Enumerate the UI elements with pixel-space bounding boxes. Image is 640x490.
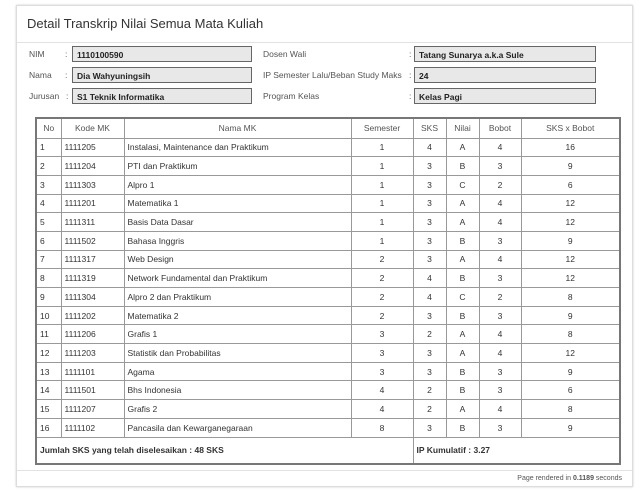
- table-row: [36, 231, 620, 250]
- table-cell: A: [446, 325, 479, 344]
- column-header: SKS: [413, 118, 446, 138]
- table-cell: B: [446, 269, 479, 288]
- table-row: [36, 288, 620, 307]
- separator: :: [409, 70, 412, 80]
- table-cell: 3: [413, 418, 446, 437]
- jurusan-label: Jurusan: [29, 91, 60, 101]
- separator: :: [409, 91, 412, 101]
- table-cell: 12: [36, 344, 61, 363]
- table-cell: 3: [413, 306, 446, 325]
- table-row: [36, 175, 620, 194]
- table-cell: 1111319: [61, 269, 124, 288]
- table-cell: 7: [36, 250, 61, 269]
- table-cell: 6: [521, 175, 620, 194]
- footer-text: seconds: [593, 475, 622, 482]
- table-cell: 1111317: [61, 250, 124, 269]
- table-cell: B: [446, 231, 479, 250]
- table-cell: 3: [351, 325, 413, 344]
- table-cell: Grafis 2: [124, 400, 351, 419]
- table-cell: 4: [413, 269, 446, 288]
- summary-row: [36, 437, 620, 464]
- transcript-panel: [16, 5, 633, 487]
- table-cell: 1111501: [61, 381, 124, 400]
- table-cell: 3: [479, 157, 521, 176]
- table-row: [36, 344, 620, 363]
- table-row: [36, 194, 620, 213]
- table-cell: 6: [521, 381, 620, 400]
- separator: :: [65, 49, 68, 59]
- table-cell: 9: [521, 157, 620, 176]
- table-cell: 2: [36, 157, 61, 176]
- table-cell: 1111205: [61, 138, 124, 157]
- table-row: [36, 381, 620, 400]
- table-cell: 8: [36, 269, 61, 288]
- table-cell: 1111311: [61, 213, 124, 232]
- table-cell: 1111303: [61, 175, 124, 194]
- table-cell: 1: [351, 175, 413, 194]
- table-cell: 2: [351, 250, 413, 269]
- table-cell: 12: [521, 344, 620, 363]
- table-cell: Matematika 2: [124, 306, 351, 325]
- table-cell: 12: [521, 269, 620, 288]
- table-cell: Network Fundamental dan Praktikum: [124, 269, 351, 288]
- table-cell: 2: [351, 306, 413, 325]
- table-cell: 3: [413, 344, 446, 363]
- table-cell: 11: [36, 325, 61, 344]
- table-cell: 2: [351, 269, 413, 288]
- table-cell: PTI dan Praktikum: [124, 157, 351, 176]
- table-cell: 9: [521, 362, 620, 381]
- column-header: Nilai: [446, 118, 479, 138]
- table-cell: 4: [479, 344, 521, 363]
- table-cell: A: [446, 250, 479, 269]
- table-cell: B: [446, 157, 479, 176]
- ip-kumulatif: IP Kumulatif : 3.27: [413, 437, 620, 464]
- table-cell: 3: [479, 231, 521, 250]
- table-cell: 1111207: [61, 400, 124, 419]
- program-field: Kelas Pagi: [414, 88, 596, 104]
- table-cell: 1: [351, 213, 413, 232]
- table-cell: B: [446, 306, 479, 325]
- table-cell: 2: [351, 288, 413, 307]
- table-cell: 1: [351, 157, 413, 176]
- table-cell: 1111204: [61, 157, 124, 176]
- table-cell: 12: [521, 213, 620, 232]
- table-row: [36, 400, 620, 419]
- nama-label: Nama: [29, 70, 52, 80]
- transcript-table: [35, 117, 621, 465]
- table-cell: 4: [479, 400, 521, 419]
- table-row: [36, 306, 620, 325]
- table-cell: 3: [479, 418, 521, 437]
- table-cell: 3: [479, 269, 521, 288]
- table-cell: Agama: [124, 362, 351, 381]
- table-cell: A: [446, 138, 479, 157]
- table-cell: Statistik dan Probabilitas: [124, 344, 351, 363]
- table-row: [36, 418, 620, 437]
- table-cell: Web Design: [124, 250, 351, 269]
- table-cell: 4: [36, 194, 61, 213]
- table-cell: B: [446, 418, 479, 437]
- table-cell: 14: [36, 381, 61, 400]
- table-cell: A: [446, 400, 479, 419]
- table-cell: Bahasa Inggris: [124, 231, 351, 250]
- separator: :: [409, 49, 412, 59]
- table-cell: 4: [479, 325, 521, 344]
- column-header: Kode MK: [61, 118, 124, 138]
- table-cell: 3: [413, 175, 446, 194]
- render-time: 0.1189: [572, 475, 594, 482]
- table-cell: 5: [36, 213, 61, 232]
- table-cell: 1: [351, 138, 413, 157]
- footer-text: Page rendered in: [517, 475, 573, 482]
- table-cell: Pancasila dan Kewarganegaraan: [124, 418, 351, 437]
- table-cell: 16: [521, 138, 620, 157]
- table-cell: 4: [351, 400, 413, 419]
- table-cell: 3: [36, 175, 61, 194]
- page-title: Detail Transkrip Nilai Semua Mata Kuliah: [17, 6, 632, 43]
- table-cell: Instalasi, Maintenance dan Praktikum: [124, 138, 351, 157]
- nama-field: Dia Wahyuningsih: [72, 67, 252, 83]
- table-cell: 1111206: [61, 325, 124, 344]
- table-cell: Grafis 1: [124, 325, 351, 344]
- table-cell: 4: [479, 138, 521, 157]
- table-cell: 1111502: [61, 231, 124, 250]
- table-cell: 3: [413, 194, 446, 213]
- column-header: SKS x Bobot: [521, 118, 620, 138]
- table-cell: 2: [479, 288, 521, 307]
- table-cell: 3: [479, 381, 521, 400]
- table-cell: 3: [413, 157, 446, 176]
- table-cell: 1: [351, 194, 413, 213]
- table-row: [36, 269, 620, 288]
- table-cell: 4: [479, 213, 521, 232]
- table-cell: A: [446, 344, 479, 363]
- ip-label: IP Semester Lalu/Beban Study Maks: [263, 70, 402, 80]
- table-cell: 4: [413, 138, 446, 157]
- column-header: No: [36, 118, 61, 138]
- table-cell: 1111101: [61, 362, 124, 381]
- table-cell: A: [446, 213, 479, 232]
- render-time-footer: [17, 470, 632, 487]
- table-cell: 3: [351, 344, 413, 363]
- table-cell: 9: [36, 288, 61, 307]
- table-cell: Matematika 1: [124, 194, 351, 213]
- table-cell: 3: [351, 362, 413, 381]
- table-cell: 8: [521, 325, 620, 344]
- table-cell: 1: [351, 231, 413, 250]
- dosen-field: Tatang Sunarya a.k.a Sule: [414, 46, 596, 62]
- table-cell: 4: [351, 381, 413, 400]
- table-row: [36, 362, 620, 381]
- table-cell: 4: [479, 250, 521, 269]
- table-row: [36, 250, 620, 269]
- table-cell: 1111304: [61, 288, 124, 307]
- table-cell: 10: [36, 306, 61, 325]
- column-header: Semester: [351, 118, 413, 138]
- table-cell: 6: [36, 231, 61, 250]
- table-cell: 15: [36, 400, 61, 419]
- table-row: [36, 138, 620, 157]
- table-row: [36, 213, 620, 232]
- table-cell: 3: [479, 306, 521, 325]
- table-cell: 12: [521, 194, 620, 213]
- table-row: [36, 325, 620, 344]
- table-cell: 3: [413, 250, 446, 269]
- table-cell: 3: [479, 362, 521, 381]
- table-cell: A: [446, 194, 479, 213]
- program-label: Program Kelas: [263, 91, 320, 101]
- table-cell: C: [446, 175, 479, 194]
- table-cell: 8: [521, 288, 620, 307]
- table-cell: B: [446, 381, 479, 400]
- table-cell: 2: [413, 325, 446, 344]
- separator: :: [66, 91, 69, 101]
- table-cell: 1111203: [61, 344, 124, 363]
- table-cell: C: [446, 288, 479, 307]
- total-sks: Jumlah SKS yang telah diselesaikan : 48 SKS: [36, 437, 413, 464]
- table-cell: 9: [521, 231, 620, 250]
- table-cell: 3: [413, 213, 446, 232]
- separator: :: [65, 70, 68, 80]
- table-cell: 4: [479, 194, 521, 213]
- table-cell: Bhs Indonesia: [124, 381, 351, 400]
- column-header: Bobot: [479, 118, 521, 138]
- jurusan-field: S1 Teknik Informatika: [72, 88, 252, 104]
- table-cell: Basis Data Dasar: [124, 213, 351, 232]
- table-cell: Alpro 1: [124, 175, 351, 194]
- table-cell: 2: [413, 400, 446, 419]
- nim-label: NIM: [29, 49, 45, 59]
- table-cell: 8: [521, 400, 620, 419]
- table-cell: 2: [479, 175, 521, 194]
- table-cell: 3: [413, 231, 446, 250]
- table-cell: 1111102: [61, 418, 124, 437]
- table-cell: 3: [413, 362, 446, 381]
- dosen-label: Dosen Wali: [263, 49, 307, 59]
- nim-field: 1110100590: [72, 46, 252, 62]
- table-cell: 13: [36, 362, 61, 381]
- table-cell: 1111201: [61, 194, 124, 213]
- table-cell: 9: [521, 418, 620, 437]
- ip-field: 24: [414, 67, 596, 83]
- column-header: Nama MK: [124, 118, 351, 138]
- table-cell: 4: [413, 288, 446, 307]
- table-cell: B: [446, 362, 479, 381]
- table-cell: 1: [36, 138, 61, 157]
- table-cell: 2: [413, 381, 446, 400]
- table-cell: 12: [521, 250, 620, 269]
- table-row: [36, 157, 620, 176]
- table-cell: 9: [521, 306, 620, 325]
- table-cell: Alpro 2 dan Praktikum: [124, 288, 351, 307]
- table-cell: 1111202: [61, 306, 124, 325]
- table-cell: 8: [351, 418, 413, 437]
- table-cell: 16: [36, 418, 61, 437]
